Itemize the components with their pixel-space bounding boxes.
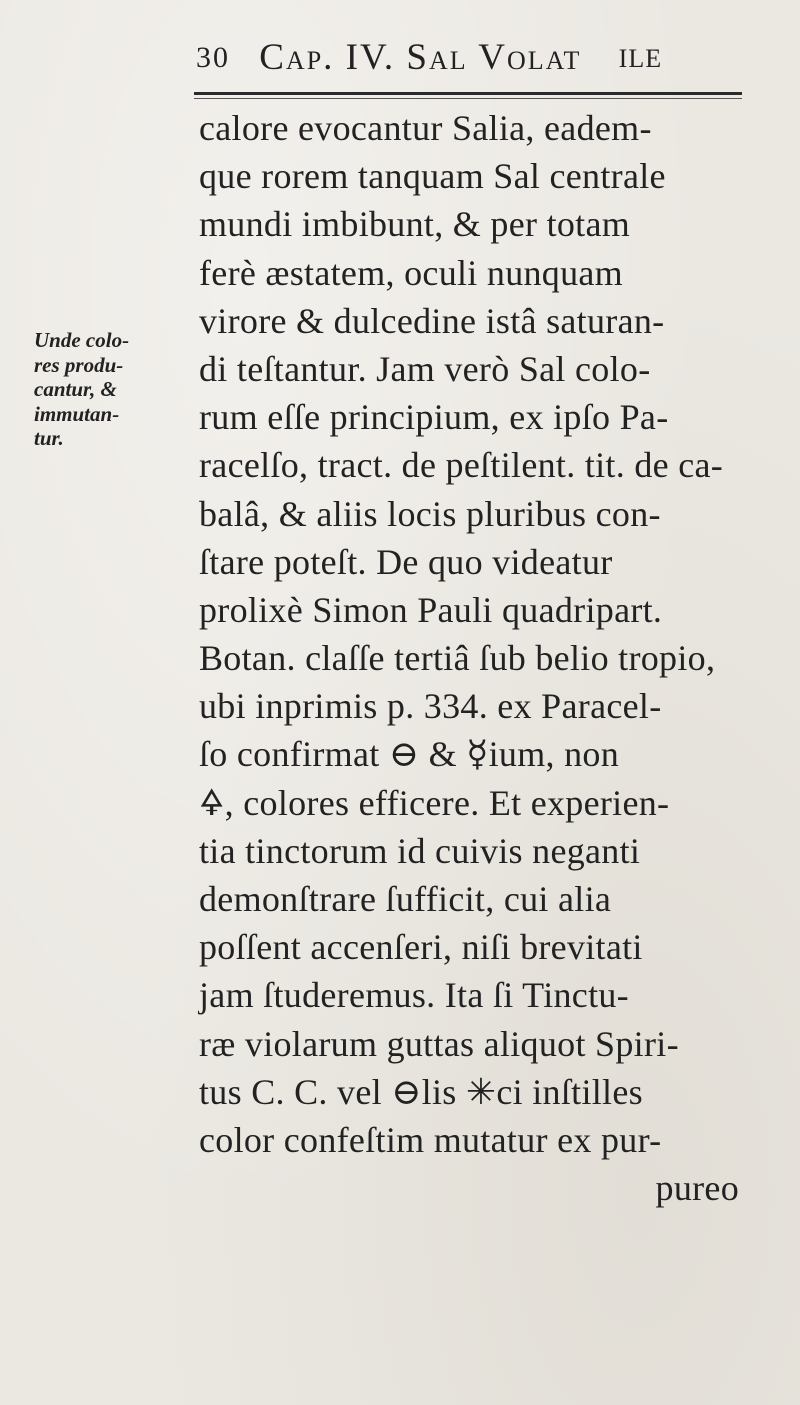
body-line: color confeſtim mutatur ex pur- bbox=[199, 1119, 662, 1160]
body-line: calore evocantur Salia, eadem- bbox=[199, 108, 652, 148]
body-line: balâ, & aliis locis pluribus con- bbox=[199, 493, 661, 534]
page-number: 30 bbox=[196, 41, 230, 74]
running-title-tail: ILE bbox=[618, 44, 663, 73]
body-line: racelſo, tract. de peſtilent. tit. de ca- bbox=[199, 445, 724, 486]
header-rule bbox=[194, 92, 742, 95]
header-rule-thin bbox=[194, 98, 742, 99]
margin-note bbox=[34, 328, 184, 451]
body-line: demonſtrare ſufficit, cui alia bbox=[199, 879, 612, 919]
body-line: ubi inprimis p. 334. ex Paracel- bbox=[199, 686, 662, 727]
margin-note-line: cantur, & bbox=[34, 377, 117, 401]
running-title: Cap. IV. Sal Volat bbox=[259, 37, 582, 78]
margin-note-line: Unde colo- bbox=[34, 328, 130, 352]
body-line: virore & dulcedine istâ saturan- bbox=[199, 300, 665, 341]
body-line: rum eſſe principium, ex ipſo Pa- bbox=[199, 397, 669, 438]
body-line: prolixè Simon Pauli quadripart. bbox=[199, 589, 663, 630]
body-line: ferè æstatem, oculi nunquam bbox=[199, 252, 623, 293]
body-line: 🜍, colores efficere. Et experien- bbox=[199, 782, 670, 823]
margin-note-line: res produ- bbox=[34, 352, 124, 377]
body-line: ſtare poteſt. De quo videatur bbox=[199, 541, 613, 582]
catchword: pureo bbox=[655, 1168, 739, 1209]
body-line: ſo confirmat ⊖ & ☿ium, non bbox=[199, 734, 620, 775]
running-header bbox=[196, 36, 756, 86]
body-line: jam ſtuderemus. Ita ſi Tinctu- bbox=[199, 975, 629, 1016]
body-text bbox=[199, 104, 779, 1212]
margin-note-line: tur. bbox=[34, 426, 64, 450]
body-line: ræ violarum guttas aliquot Spiri- bbox=[199, 1023, 679, 1064]
body-line: tia tinctorum id cuivis neganti bbox=[199, 830, 641, 871]
body-line: mundi imbibunt, & per totam bbox=[199, 204, 631, 245]
body-line: di teſtantur. Jam verò Sal colo- bbox=[199, 348, 651, 389]
body-line: que rorem tanquam Sal centrale bbox=[199, 156, 666, 197]
body-line: Botan. claſſe tertiâ ſub belio tropio, bbox=[199, 638, 716, 679]
margin-note-line: immutan- bbox=[34, 401, 120, 426]
body-line: tus C. C. vel ⊖lis ✳ci inſtilles bbox=[199, 1071, 643, 1112]
body-line: poſſent accenſeri, niſi brevitati bbox=[199, 927, 643, 968]
